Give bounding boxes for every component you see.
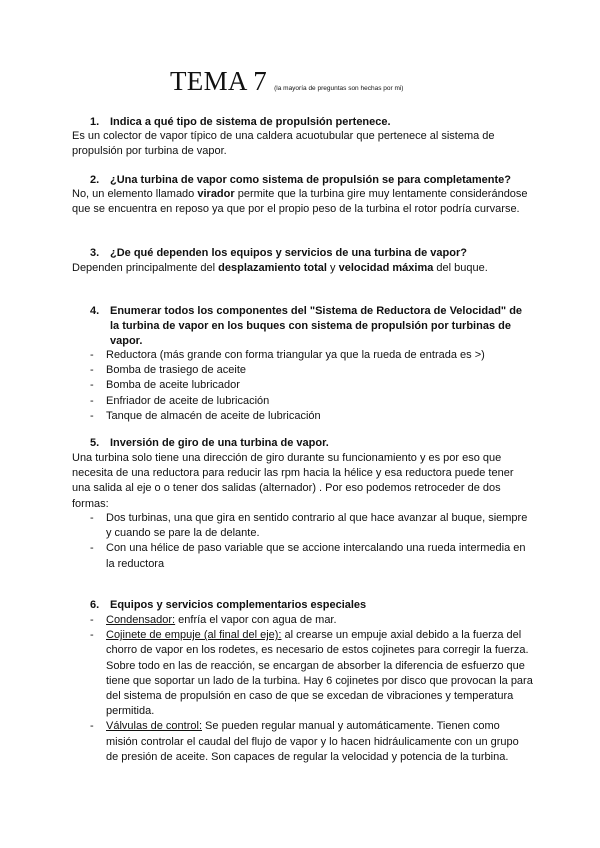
question-2 <box>90 173 534 188</box>
answer-bold-term: virador <box>197 188 235 200</box>
title-note: (la mayoría de preguntas son hechas por mi) <box>274 85 404 92</box>
answer-3 <box>72 261 534 276</box>
list-q5 <box>90 511 534 572</box>
question-text: Indica a qué tipo de sistema de propulsión pertenece. <box>110 116 391 128</box>
list-q6 <box>90 613 534 765</box>
list-item: - Válvulas de control: Se pueden regular manual y automáticamente. Tienen como misión controlar el caudal del flujo de vapor y lo hacen hidráulicamente con un grupo de presión de aceite. Son capaces de regular la velocidad y potencia de la turbina. <box>90 720 519 763</box>
answer-2 <box>72 187 534 217</box>
list-item: - Condensador: enfría el vapor con agua de mar. <box>90 614 337 626</box>
title-main: TEMA 7 <box>170 66 268 96</box>
answer-bold-term: desplazamiento total <box>218 262 327 274</box>
list-item: - Tanque de almacén de aceite de lubricación <box>90 409 321 422</box>
question-text: ¿De qué dependen los equipos y servicios de una turbina de vapor? <box>110 247 467 259</box>
answer-text: permite que la turbina gire muy lentamente considerándose que se encuentra en reposo ya que por el propio peso de la turbina el rotor podría curvarse. <box>72 188 528 216</box>
list-item: - Dos turbinas, una que gira en sentido contrario al que hace avanzar al buque, siempre y cuando se pare la de delante. <box>90 512 528 540</box>
answer-text: Dependen principalmente del <box>72 262 219 274</box>
term: Válvulas de control: <box>106 720 202 733</box>
list-q4 <box>90 348 534 424</box>
answer-text: No, un elemento llamado <box>72 188 198 200</box>
answer-text: y <box>326 262 339 274</box>
list-item: - Enfriador de aceite de lubricación <box>90 394 270 407</box>
question-3 <box>90 246 534 261</box>
question-text: Equipos y servicios complementarios especiales <box>110 599 367 611</box>
question-5 <box>90 436 534 451</box>
question-text: ¿Una turbina de vapor como sistema de propulsión se para completamente? <box>110 174 511 186</box>
question-number: 2. <box>90 174 100 186</box>
question-4 <box>90 304 534 350</box>
page-title <box>170 66 404 96</box>
list-item: - Reductora (más grande con forma triangular ya que la rueda de entrada es >) <box>90 349 485 361</box>
question-number: 6. <box>90 599 100 611</box>
list-item: - Bomba de aceite lubricador <box>90 379 240 392</box>
answer-text: del buque. <box>433 262 488 274</box>
list-item: - Cojinete de empuje (al final del eje): al crearse un empuje axial debido a la fuerza del chorro de vapor en los rodetes, es necesario de estos cojinetes para corregir la fuerza. Sobre todo en las de reacción, se encargan de absorber la diferencia de esfuerzo que tiene que soportar un lado de la turbina. Hay 6 cojinetes por disco que provocan la para del sistema de propulsión en caso de que se excedan de vibraciones y temperatura permitida. <box>90 629 533 718</box>
question-1 <box>90 115 534 130</box>
question-text: Inversión de giro de una turbina de vapor. <box>110 437 329 449</box>
answer-bold-term: velocidad máxima <box>338 262 434 274</box>
question-number: 5. <box>90 437 100 449</box>
question-6 <box>90 598 534 613</box>
question-text: Enumerar todos los componentes del "Sistema de Reductora de Velocidad" de la turbina de vapor en los buques con sistema de propulsión por turbinas de vapor. <box>110 305 523 348</box>
term: Cojinete de empuje (al final del eje): <box>106 629 282 642</box>
question-number: 3. <box>90 247 100 259</box>
list-item: - Bomba de trasiego de aceite <box>90 364 247 377</box>
answer-1: Es un colector de vapor típico de una caldera acuotubular que pertenece al sistema de propulsión por turbina de vapor. <box>72 130 495 158</box>
question-number: 1. <box>90 116 100 128</box>
list-item: - Con una hélice de paso variable que se accione intercalando una rueda intermedia en la reductora <box>90 542 526 570</box>
answer-5: Una turbina solo tiene una dirección de giro durante su funcionamiento y es por eso que necesita de una reductora para reducir las rpm hacia la hélice y esa reductora puede tener una salida al eje o o tener dos salidas (alternador) . Por eso podemos retroceder de dos formas: <box>72 452 514 510</box>
term: Condensador: <box>106 614 176 626</box>
question-number: 4. <box>90 305 100 317</box>
